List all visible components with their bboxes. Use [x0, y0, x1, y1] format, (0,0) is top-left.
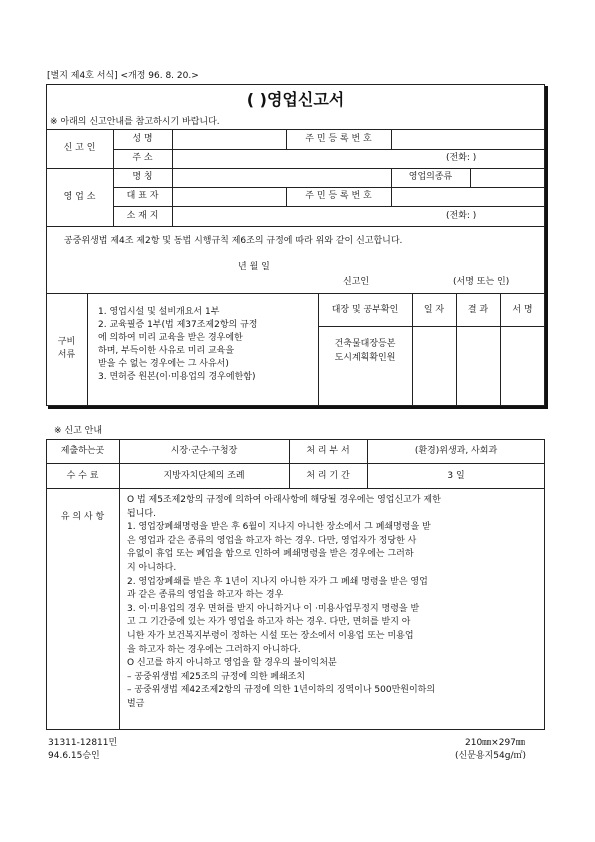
location-phone: (전화: ) — [446, 211, 477, 221]
submit-to-value: 시장·군수·구청장 — [170, 446, 238, 456]
fee-value: 지방자치단체의 조례 — [163, 471, 245, 481]
date-line: 년 월 일 — [238, 262, 270, 272]
required-docs-list — [98, 306, 314, 384]
reporter-id-field[interactable] — [393, 131, 543, 147]
footer-code: 31311-12811민 — [48, 738, 118, 748]
note-line: 은 영업과 같은 종류의 영업을 하고자 하는 경우. 다만, 영업자가 정당한 사 — [127, 535, 417, 546]
reporter-phone: (전화: ) — [446, 153, 477, 163]
notes-label: 유 의 사 항 — [60, 512, 105, 522]
dept-label: 처 리 부 서 — [306, 446, 350, 456]
note-line: 유없이 휴업 또는 폐업을 함으로 인하여 폐쇄명령을 받은 경우에는 그러하 — [127, 549, 414, 560]
note-line: 됩니다. — [127, 508, 156, 519]
representative-id-label: 주 민 등 록 번 호 — [305, 191, 372, 201]
note-line: 1. 영업장폐쇄명령을 받은 후 6월이 지나지 아니한 장소에서 그 폐쇄명령을 받 — [127, 522, 431, 533]
business-name-field[interactable] — [174, 170, 388, 185]
note-line: 을 하고자 하는 경우에는 그러하지 아니하다. — [127, 644, 301, 655]
reporter-address-label: 주 소 — [132, 153, 153, 163]
reporter-name-field[interactable] — [174, 131, 284, 147]
doc-line: 3. 면허증 원본(이·미용업의 경우에한함) — [98, 372, 256, 382]
form-notice: ※ 아래의 신고안내를 참고하시기 바랍니다. — [50, 117, 220, 127]
form-reference: [별지 제4호 서식] <개정 96. 8. 20.> — [47, 71, 199, 81]
footer-approval: 94.6.15승인 — [48, 751, 100, 761]
location-label: 소 재 지 — [126, 211, 159, 221]
form-shadow-bottom — [48, 406, 548, 409]
note-line: – 공중위생법 제25조의 규정에 의한 폐쇄조치 — [127, 671, 306, 682]
note-line: 고 그 기간중에 있는 자가 영업을 하고자 하는 경우. 다만, 면허를 받지 아 — [127, 617, 411, 628]
check-head-date: 일 자 — [423, 305, 445, 315]
submit-to-label: 제출하는곳 — [60, 446, 105, 456]
docs-label-1: 구비 — [57, 337, 76, 347]
note-line: O 신고를 하지 아니하고 영업을 할 경우의 불이익처분 — [127, 658, 337, 669]
sign-note: (서명 또는 인) — [453, 277, 510, 287]
doc-line: 1. 영업시설 및 설비개요서 1부 — [98, 307, 220, 317]
note-line: – 공중위생법 제42조제2항의 규정에 의한 1년이하의 징역이나 500만원이하의 — [127, 685, 436, 696]
reporter-name-label: 성 명 — [132, 134, 153, 144]
note-line: O 법 제5조제2항의 규정에 의하여 아래사항에 해당될 경우에는 영업신고가 제한 — [127, 495, 441, 505]
doc-line: 받을 수 없는 경우에는 그 사유서) — [98, 359, 229, 369]
reporter-section-label: 신 고 인 — [63, 143, 96, 153]
note-line: 과 같은 종류의 영업을 하고자 하는 경우 — [127, 590, 284, 601]
check-head-records: 대장 및 공부확인 — [331, 305, 399, 315]
doc-line: 하며, 부득이한 사유로 미리 교육을 — [98, 346, 235, 356]
reporter-address-field[interactable] — [174, 151, 434, 166]
business-name-label: 명 칭 — [132, 172, 153, 182]
representative-id-field[interactable] — [393, 189, 543, 204]
guide-title: ※ 신고 안내 — [54, 426, 103, 436]
business-type-field[interactable] — [472, 170, 543, 185]
representative-field[interactable] — [174, 189, 284, 204]
period-value: 3 일 — [447, 471, 465, 481]
footer-size: 210㎜×297㎜ — [465, 738, 525, 748]
reporter-id-label: 주 민 등 록 번 호 — [305, 134, 372, 144]
note-line: 2. 영업장폐쇄를 받은 후 1년이 지나지 아니한 자가 그 폐쇄 명령을 받은 영업 — [127, 576, 428, 587]
location-field[interactable] — [174, 208, 434, 224]
business-section-label: 영 업 소 — [63, 192, 96, 202]
doc-line: 에 의하여 미리 교육을 받은 경우에한 — [98, 333, 243, 343]
check-item-building: 건축물대장등본 — [334, 339, 396, 349]
statement-text: 공중위생법 제4조 제2항 및 동법 시행규칙 제6조의 규정에 따라 위와 같이 신고합니다. — [64, 236, 403, 246]
footer-paper: (신문용지54g/㎡) — [455, 751, 526, 761]
check-item-urban-plan: 도시계획확인원 — [334, 353, 396, 363]
form-title: ( )영업신고서 — [246, 90, 345, 109]
docs-label-2: 서류 — [57, 350, 76, 360]
signer-label: 신고인 — [343, 277, 370, 287]
note-line: 니한 자가 보건복지부령이 정하는 시설 또는 장소에서 이용업 또는 미용업 — [127, 630, 414, 641]
form-shadow-right — [545, 86, 548, 408]
dept-value: (환경)위생과, 사회과 — [414, 446, 498, 456]
representative-label: 대 표 자 — [126, 191, 159, 201]
check-head-sign: 서 명 — [512, 305, 533, 315]
notes-list — [127, 494, 541, 712]
note-line: 벌금 — [127, 698, 145, 709]
note-line: 지 아니하다. — [127, 562, 177, 573]
fee-label: 수 수 료 — [66, 471, 99, 481]
business-type-label: 영업의종류 — [408, 172, 453, 182]
check-head-result: 결 과 — [467, 305, 489, 315]
doc-line: 2. 교육필증 1부(법 제37조제2항의 규정 — [98, 320, 258, 330]
period-label: 처 리 기 간 — [306, 471, 350, 481]
note-line: 3. 이·미용업의 경우 면허를 받지 아니하거나 이 ·미용사업무정지 명령을 받 — [127, 603, 420, 614]
